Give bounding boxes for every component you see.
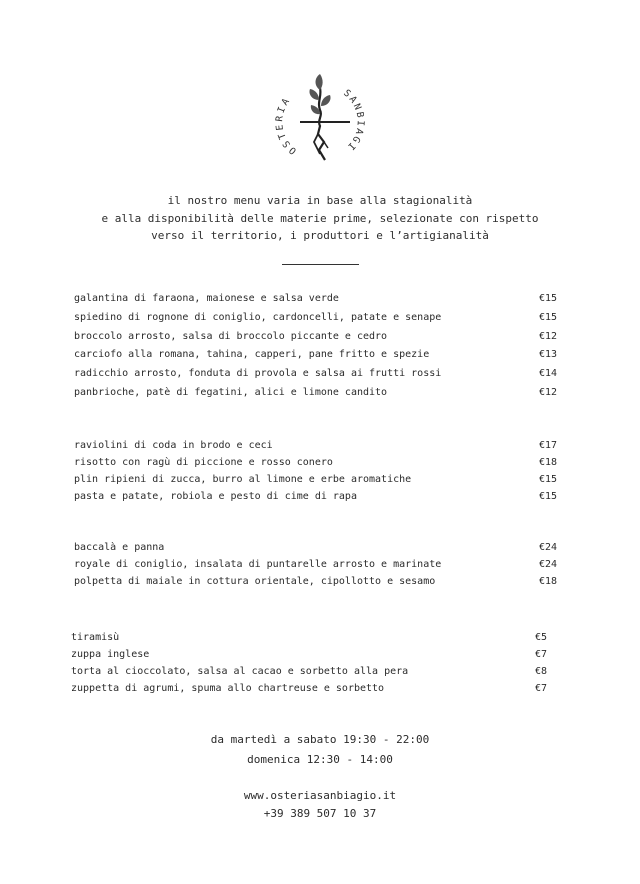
phone-number[interactable]: +39 389 507 10 37 bbox=[263, 807, 377, 820]
menu-item-price: €7 bbox=[535, 683, 548, 694]
hours-sunday: domenica 12:30 - 14:00 bbox=[247, 753, 393, 766]
menu-item-name: broccolo arrosto, salsa di broccolo piccante e cedro bbox=[74, 331, 388, 342]
menu-item-name: panbrioche, patè di fegatini, alici e limone candito bbox=[74, 387, 388, 398]
menu-item-name: polpetta di maiale in cottura orientale, cipollotto e sesamo bbox=[74, 576, 436, 587]
menu-item-price: €15 bbox=[539, 293, 558, 304]
menu-item-price: €14 bbox=[539, 368, 558, 379]
menu-item-name: zuppa inglese bbox=[71, 649, 150, 660]
logo-left-text: OSTERIA bbox=[274, 94, 299, 157]
menu-item-price: €15 bbox=[539, 312, 558, 323]
menu-item-price: €24 bbox=[539, 542, 558, 553]
hours-weekdays: da martedì a sabato 19:30 - 22:00 bbox=[210, 733, 430, 746]
intro-line-2: e alla disponibilità delle materie prime, selezionate con rispetto bbox=[101, 211, 539, 225]
menu-item-price: €24 bbox=[539, 559, 558, 570]
menu-item-price: €8 bbox=[535, 666, 548, 677]
opening-hours bbox=[0, 730, 640, 770]
menu-item-name: baccalà e panna bbox=[74, 542, 165, 553]
menu-item-price: €15 bbox=[539, 474, 558, 485]
menu-item-name: carciofo alla romana, tahina, capperi, pane fritto e spezie bbox=[74, 349, 430, 360]
menu-item-name: radicchio arrosto, fonduta di provola e salsa ai frutti rossi bbox=[74, 368, 442, 379]
menu-item-name: tiramisù bbox=[71, 632, 120, 643]
menu-item-name: pasta e patate, robiola e pesto di cime di rapa bbox=[74, 491, 357, 502]
menu-item-price: €5 bbox=[535, 632, 548, 643]
menu-item-name: spiedino di rognone di coniglio, cardoncelli, patate e senape bbox=[74, 312, 442, 323]
menu-item-name: royale di coniglio, insalata di puntarelle arrosto e marinate bbox=[74, 559, 442, 570]
menu-item-price: €15 bbox=[539, 491, 558, 502]
divider-rule bbox=[282, 264, 359, 265]
osteria-logo bbox=[270, 70, 370, 175]
menu-item-price: €18 bbox=[539, 576, 558, 587]
contact-info bbox=[0, 787, 640, 823]
menu-item-price: €17 bbox=[539, 440, 558, 451]
menu-item-price: €13 bbox=[539, 349, 558, 360]
intro-line-1: il nostro menu varia in base alla stagionalità bbox=[167, 194, 473, 207]
logo-emblem-icon bbox=[270, 70, 370, 175]
menu-item-price: €12 bbox=[539, 331, 558, 342]
menu-item-name: zuppetta di agrumi, spuma allo chartreuse e sorbetto bbox=[71, 683, 385, 694]
website-link[interactable]: www.osteriasanbiagio.it bbox=[243, 789, 397, 802]
menu-item-name: risotto con ragù di piccione e rosso conero bbox=[74, 457, 333, 468]
menu-item-name: galantina di faraona, maionese e salsa verde bbox=[74, 293, 339, 304]
intro-text bbox=[0, 192, 640, 245]
svg-text:OSTERIA bbox=[274, 94, 299, 156]
menu-item-price: €12 bbox=[539, 387, 558, 398]
menu-item-price: €7 bbox=[535, 649, 548, 660]
menu-item-price: €18 bbox=[539, 457, 558, 468]
menu-item-name: plin ripieni di zucca, burro al limone e erbe aromatiche bbox=[74, 474, 412, 485]
logo-right-text: SANBIAGI bbox=[341, 87, 366, 154]
menu-item-name: raviolini di coda in brodo e ceci bbox=[74, 440, 273, 451]
intro-line-3: verso il territorio, i produttori e l’artigianalità bbox=[151, 229, 489, 242]
menu-item-name: torta al cioccolato, salsa al cacao e sorbetto alla pera bbox=[71, 666, 409, 677]
